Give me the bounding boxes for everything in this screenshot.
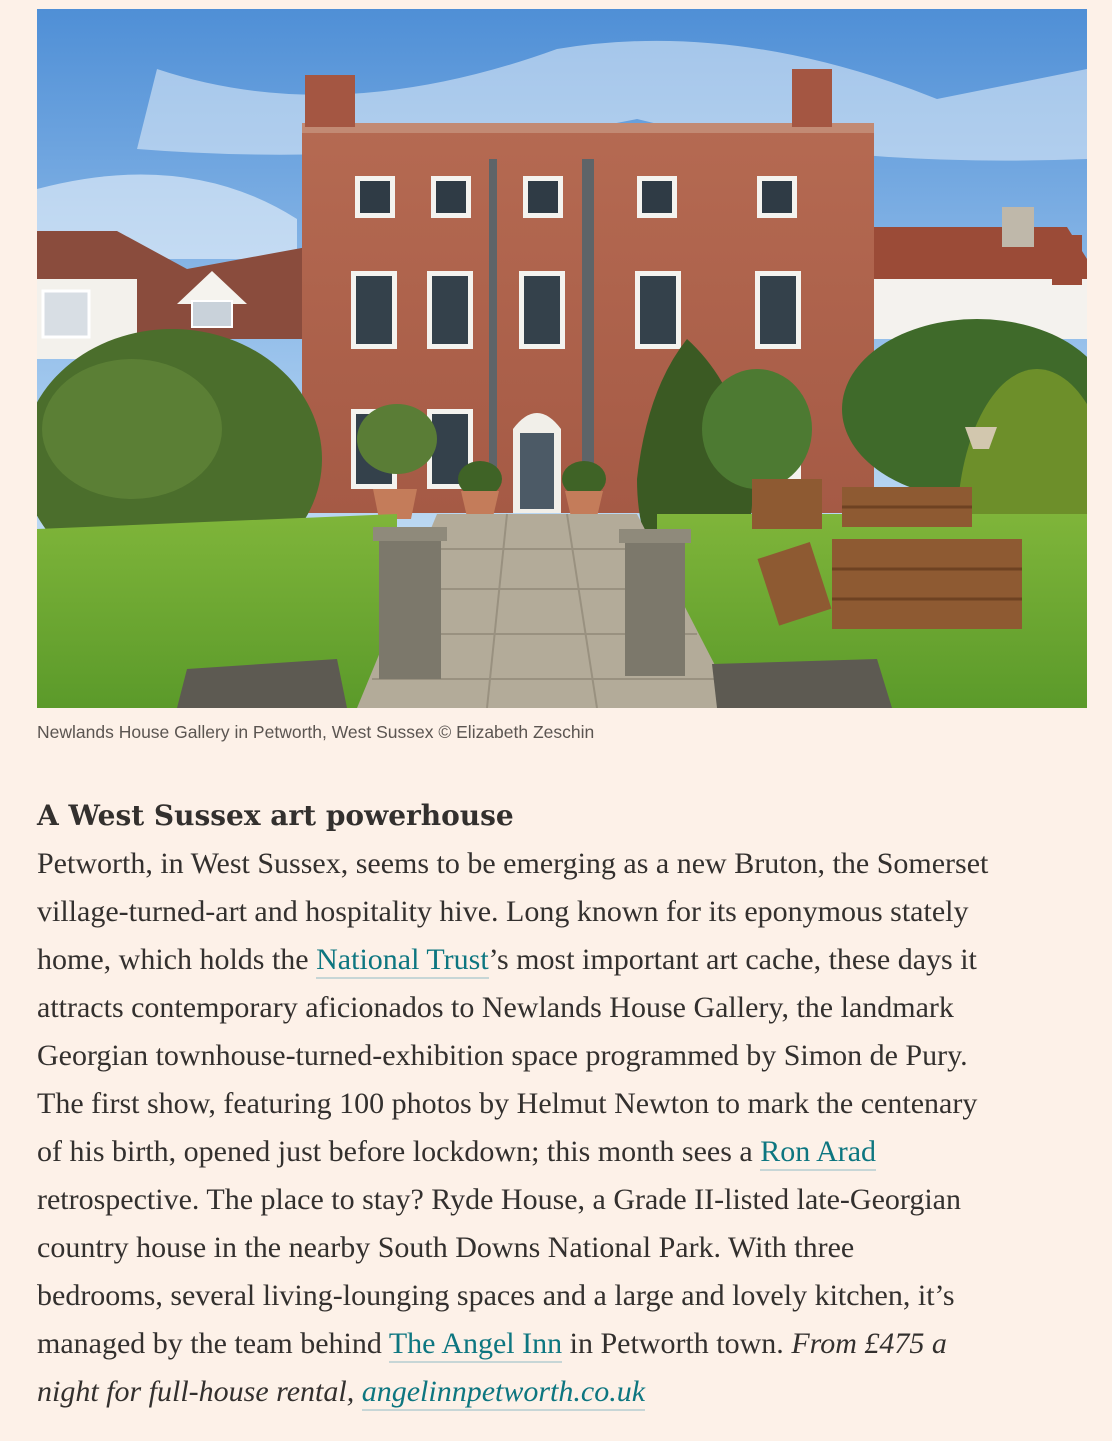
price-italic-text: night for full-house rental, (37, 1375, 362, 1408)
image-caption: Newlands House Gallery in Petworth, West Sussex © Elizabeth Zeschin (37, 722, 595, 742)
price-italic-text: From £475 a (791, 1327, 947, 1360)
article-paragraph (37, 840, 1097, 1416)
angel-inn-link[interactable]: The Angel Inn (389, 1327, 562, 1363)
paragraph-line: village-turned-art and hospitality hive. Long known for its eponymous stately (37, 895, 969, 928)
national-trust-link[interactable]: National Trust (316, 943, 489, 979)
paragraph-line: country house in the nearby South Downs National Park. With three (37, 1231, 855, 1264)
paragraph-line (37, 1368, 1097, 1416)
website-link[interactable]: angelinnpetworth.co.uk (362, 1375, 645, 1411)
paragraph-text: ’s most important art cache, these days it (488, 943, 977, 976)
paragraph-text: of his birth, opened just before lockdown; this month sees a (37, 1135, 761, 1168)
paragraph-line (37, 1320, 1097, 1368)
paragraph-line: The first show, featuring 100 photos by Helmut Newton to mark the centenary (37, 1087, 978, 1120)
paragraph-line: bedrooms, several living-lounging spaces and a large and lovely kitchen, it’s (37, 1279, 955, 1312)
section-heading: A West Sussex art powerhouse (37, 799, 514, 832)
ron-arad-link[interactable]: Ron Arad (760, 1135, 876, 1171)
paragraph-text: home, which holds the (37, 943, 317, 976)
paragraph-line (37, 936, 1097, 984)
paragraph-line (37, 1128, 1097, 1176)
paragraph-line: Petworth, in West Sussex, seems to be emerging as a new Bruton, the Somerset (37, 847, 989, 880)
paragraph-text: managed by the team behind (37, 1327, 389, 1360)
newlands-house-photo (37, 9, 1087, 708)
paragraph-line: Georgian townhouse-turned-exhibition space programmed by Simon de Pury. (37, 1039, 968, 1072)
paragraph-line: retrospective. The place to stay? Ryde House, a Grade II-listed late-Georgian (37, 1183, 961, 1216)
paragraph-text: in Petworth town. (562, 1327, 792, 1360)
paragraph-line: attracts contemporary aficionados to Newlands House Gallery, the landmark (37, 991, 954, 1024)
